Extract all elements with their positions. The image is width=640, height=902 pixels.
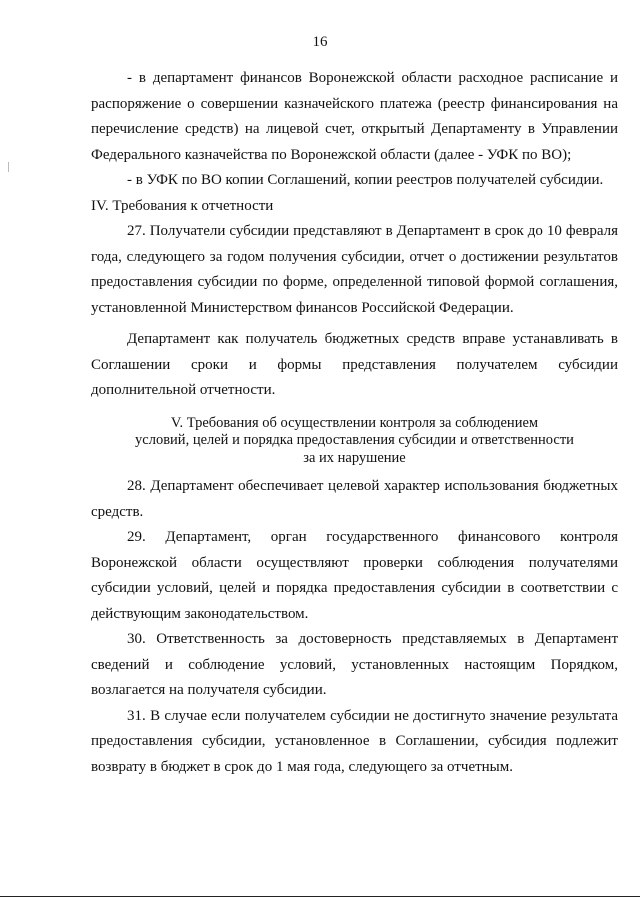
section-heading-v-line2: условий, целей и порядка предоставления субсидии и ответственности	[135, 432, 574, 448]
paragraph-29: 29. Департамент, орган государственного финансового контроля Воронежской области осуществляют проверки соблюдения получателями субсидии условий, целей и порядка предоставления субсидии в соответствии с действующим законодательством.	[91, 529, 618, 622]
paragraph-27: 27. Получатели субсидии представляют в Департамент в срок до 10 февраля года, следующего за годом получения субсидии, отчет о достижении результатов предоставления субсидии по форме, определенной типовой формой соглашения, установленной Министерством финансов Российской Федерации.	[91, 223, 618, 316]
paragraph-31: 31. В случае если получателем субсидии не достигнуто значение результата предоставления субсидии, установленное в Соглашении, субсидия подлежит возврату в бюджет в срок до 1 мая года, следующего за отчетным.	[91, 707, 618, 775]
paragraph-30: 30. Ответственность за достоверность представляемых в Департамент сведений и соблюдение условий, установленных настоящим Порядком, возлагается на получателя субсидии.	[91, 631, 618, 698]
paragraph-ufk-copies: - в УФК по ВО копии Соглашений, копии реестров получателей субсидии.	[127, 172, 604, 188]
section-heading-v-line3: за их нарушение	[303, 449, 406, 466]
margin-tick	[8, 162, 9, 172]
section-heading-v	[91, 415, 618, 468]
paragraph-28: 28. Департамент обеспечивает целевой характер использования бюджетных средств.	[91, 478, 618, 520]
section-heading-iv: IV. Требования к отчетности	[91, 197, 274, 214]
section-heading-v-line1: V. Требования об осуществлении контроля за соблюдением	[170, 414, 539, 431]
paragraph-budget-schedule: - в департамент финансов Воронежской области расходное расписание и распоряжение о совершении казначейского платежа (реестр финансирования на перечисление средств) на лицевой счет, открытый Департаменту в Управлении Федерального казначейства по Воронежской области (далее - УФК по ВО);	[91, 70, 618, 163]
document-body	[91, 66, 618, 780]
page-number: 16	[312, 34, 328, 50]
paragraph-27-reporting: Департамент как получатель бюджетных средств вправе устанавливать в Соглашении сроки и формы представления получателем субсидии дополнительной отчетности.	[91, 331, 618, 398]
bottom-rule	[0, 896, 640, 897]
